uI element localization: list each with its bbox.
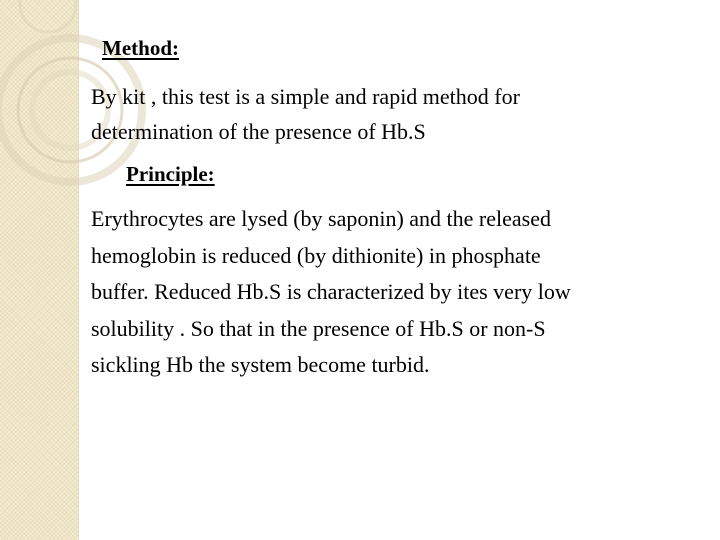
principle-paragraph [91,201,571,384]
principle-heading: Principle: [126,162,215,186]
method-line: determination of the presence of Hb.S [91,119,426,144]
method-line: By kit , this test is a simple and rapid method for [91,84,520,109]
method-paragraph [91,79,520,149]
principle-line: buffer. Reduced Hb.S is characterized by ites very low [91,279,571,304]
decorative-side-band [0,0,79,540]
principle-line: solubility . So that in the presence of Hb.S or non-S [91,315,546,341]
principle-line: Erythrocytes are lysed (by saponin) and the released [91,206,551,231]
principle-line: hemoglobin is reduced (by dithionite) in phosphate [91,242,541,268]
principle-line: sickling Hb the system become turbid. [91,352,430,377]
method-heading: Method: [102,36,179,60]
